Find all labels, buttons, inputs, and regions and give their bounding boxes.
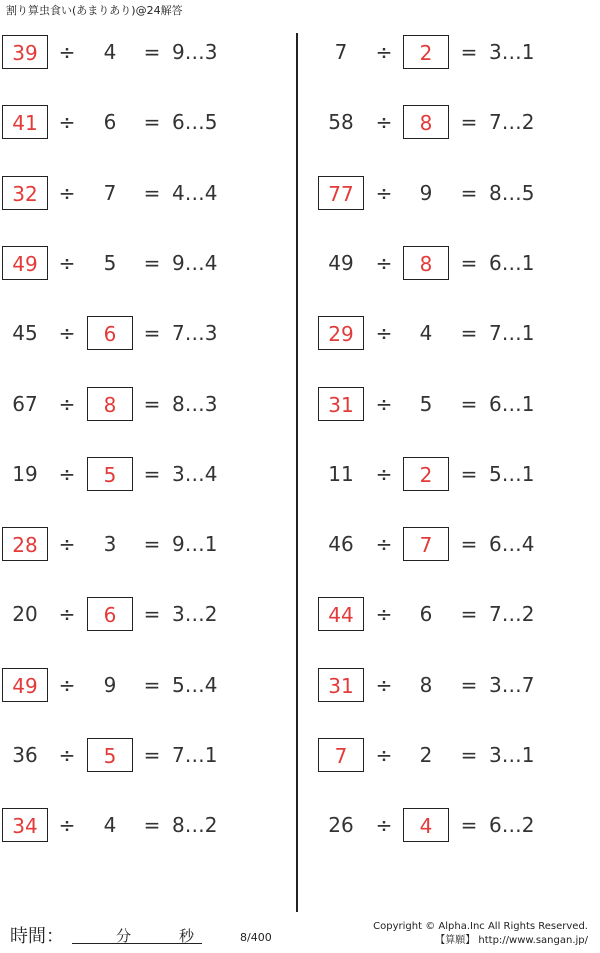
quotient-remainder: 3…7	[489, 672, 535, 697]
quotient-remainder: 9…4	[172, 250, 218, 275]
dividend-answer-box: 39	[2, 35, 48, 69]
divisor: 6	[419, 602, 433, 627]
divisor: 4	[103, 40, 117, 64]
quotient-remainder: 6…1	[489, 250, 535, 275]
quotient-remainder: 6…5	[172, 110, 218, 135]
divide-sign: ÷	[58, 110, 76, 135]
seconds-label: 秒	[179, 927, 195, 945]
divide-sign: ÷	[375, 40, 393, 64]
equals-sign: =	[460, 321, 478, 346]
divide-sign: ÷	[375, 672, 393, 697]
divisor: 7	[103, 180, 117, 205]
divide-sign: ÷	[58, 391, 76, 416]
divide-sign: ÷	[375, 110, 393, 135]
quotient-remainder: 7…1	[172, 743, 218, 767]
equals-sign: =	[143, 321, 161, 346]
quotient-remainder: 8…2	[172, 813, 218, 838]
quotient-remainder: 6…4	[489, 532, 535, 557]
dividend-answer-box: 29	[318, 316, 364, 350]
equals-sign: =	[143, 110, 161, 135]
divisor-answer-box: 8	[87, 387, 133, 421]
quotient-remainder: 5…1	[489, 461, 535, 486]
quotient-remainder: 9…3	[172, 40, 218, 64]
divide-sign: ÷	[58, 321, 76, 346]
quotient-remainder: 7…2	[489, 602, 535, 627]
problem-row-right-8	[0, 527, 600, 567]
dividend: 46	[328, 532, 354, 557]
divisor: 4	[419, 321, 433, 346]
dividend: 19	[12, 461, 38, 486]
equals-sign: =	[143, 391, 161, 416]
quotient-remainder: 3…1	[489, 40, 535, 64]
equals-sign: =	[460, 40, 478, 64]
divisor: 4	[103, 813, 117, 838]
problem-row-right-5	[0, 316, 600, 356]
quotient-remainder: 7…3	[172, 321, 218, 346]
equals-sign: =	[460, 250, 478, 275]
divisor-answer-box: 8	[403, 246, 449, 280]
time-label: 時間：	[10, 926, 64, 947]
equals-sign: =	[143, 813, 161, 838]
divide-sign: ÷	[58, 461, 76, 486]
dividend: 11	[328, 461, 354, 486]
divisor-answer-box: 7	[403, 527, 449, 561]
dividend-answer-box: 32	[2, 176, 48, 210]
quotient-remainder: 8…5	[489, 180, 535, 205]
divisor-answer-box: 4	[403, 808, 449, 842]
equals-sign: =	[460, 672, 478, 697]
divide-sign: ÷	[375, 250, 393, 275]
copyright	[373, 920, 588, 948]
divisor-answer-box: 5	[87, 457, 133, 491]
divide-sign: ÷	[375, 391, 393, 416]
divide-sign: ÷	[58, 672, 76, 697]
dividend-answer-box: 77	[318, 176, 364, 210]
divisor-answer-box: 2	[403, 457, 449, 491]
divisor-answer-box: 6	[87, 316, 133, 350]
quotient-remainder: 8…3	[172, 391, 218, 416]
dividend-answer-box: 7	[318, 738, 364, 772]
divide-sign: ÷	[58, 813, 76, 838]
divisor-answer-box: 2	[403, 35, 449, 69]
problem-row-right-2	[0, 105, 600, 145]
divide-sign: ÷	[375, 461, 393, 486]
equals-sign: =	[143, 180, 161, 205]
quotient-remainder: 6…2	[489, 813, 535, 838]
dividend: 49	[328, 250, 354, 275]
divisor-answer-box: 6	[87, 597, 133, 631]
equals-sign: =	[460, 602, 478, 627]
divide-sign: ÷	[375, 180, 393, 205]
site-url: 【算願】 http://www.sangan.jp/	[435, 935, 588, 946]
dividend: 20	[12, 602, 38, 627]
problem-row-right-12	[0, 808, 600, 848]
equals-sign: =	[460, 532, 478, 557]
minutes-label: 分	[116, 927, 132, 945]
problem-row-right-3	[0, 176, 600, 216]
problem-row-right-6	[0, 387, 600, 427]
quotient-remainder: 3…2	[172, 602, 218, 627]
equals-sign: =	[460, 461, 478, 486]
dividend-answer-box: 44	[318, 597, 364, 631]
problem-row-right-7	[0, 457, 600, 497]
dividend: 45	[12, 321, 38, 346]
dividend-answer-box: 31	[318, 387, 364, 421]
divisor: 6	[103, 110, 117, 135]
equals-sign: =	[460, 813, 478, 838]
worksheet-title: 割り算虫食い(あまりあり)@24解答	[6, 4, 183, 17]
dividend: 36	[12, 743, 38, 767]
equals-sign: =	[143, 672, 161, 697]
divide-sign: ÷	[375, 602, 393, 627]
equals-sign: =	[143, 602, 161, 627]
quotient-remainder: 3…1	[489, 743, 535, 767]
dividend: 58	[328, 110, 354, 135]
equals-sign: =	[460, 110, 478, 135]
dividend: 7	[334, 40, 348, 64]
equals-sign: =	[143, 461, 161, 486]
quotient-remainder: 7…2	[489, 110, 535, 135]
divide-sign: ÷	[58, 250, 76, 275]
copyright-line: Copyright © Alpha.Inc All Rights Reserved.	[373, 921, 588, 932]
equals-sign: =	[143, 250, 161, 275]
divide-sign: ÷	[58, 40, 76, 64]
divide-sign: ÷	[58, 743, 76, 767]
divisor: 2	[419, 743, 433, 767]
page-number: 8/400	[240, 931, 272, 944]
dividend-answer-box: 41	[2, 105, 48, 139]
divisor: 9	[419, 180, 433, 205]
divide-sign: ÷	[375, 532, 393, 557]
equals-sign: =	[143, 40, 161, 64]
divisor-answer-box: 5	[87, 738, 133, 772]
problem-row-right-1	[0, 35, 600, 75]
problem-row-right-10	[0, 668, 600, 708]
divisor: 8	[419, 672, 433, 697]
quotient-remainder: 5…4	[172, 672, 218, 697]
divide-sign: ÷	[58, 180, 76, 205]
divisor: 5	[419, 391, 433, 416]
problem-row-right-11	[0, 738, 600, 778]
dividend-answer-box: 31	[318, 668, 364, 702]
dividend: 26	[328, 813, 354, 838]
dividend-answer-box: 49	[2, 668, 48, 702]
divisor: 3	[103, 532, 117, 557]
problem-row-right-4	[0, 246, 600, 286]
dividend-answer-box: 49	[2, 246, 48, 280]
divisor-answer-box: 8	[403, 105, 449, 139]
dividend-answer-box: 34	[2, 808, 48, 842]
divide-sign: ÷	[58, 602, 76, 627]
divide-sign: ÷	[375, 321, 393, 346]
quotient-remainder: 3…4	[172, 461, 218, 486]
dividend-answer-box: 28	[2, 527, 48, 561]
equals-sign: =	[460, 743, 478, 767]
equals-sign: =	[143, 532, 161, 557]
divisor: 9	[103, 672, 117, 697]
dividend: 67	[12, 391, 38, 416]
quotient-remainder: 7…1	[489, 321, 535, 346]
quotient-remainder: 6…1	[489, 391, 535, 416]
equals-sign: =	[460, 391, 478, 416]
problem-row-right-9	[0, 597, 600, 637]
divisor: 5	[103, 250, 117, 275]
equals-sign: =	[143, 743, 161, 767]
quotient-remainder: 9…1	[172, 532, 218, 557]
quotient-remainder: 4…4	[172, 180, 218, 205]
divide-sign: ÷	[58, 532, 76, 557]
divide-sign: ÷	[375, 813, 393, 838]
divide-sign: ÷	[375, 743, 393, 767]
equals-sign: =	[460, 180, 478, 205]
